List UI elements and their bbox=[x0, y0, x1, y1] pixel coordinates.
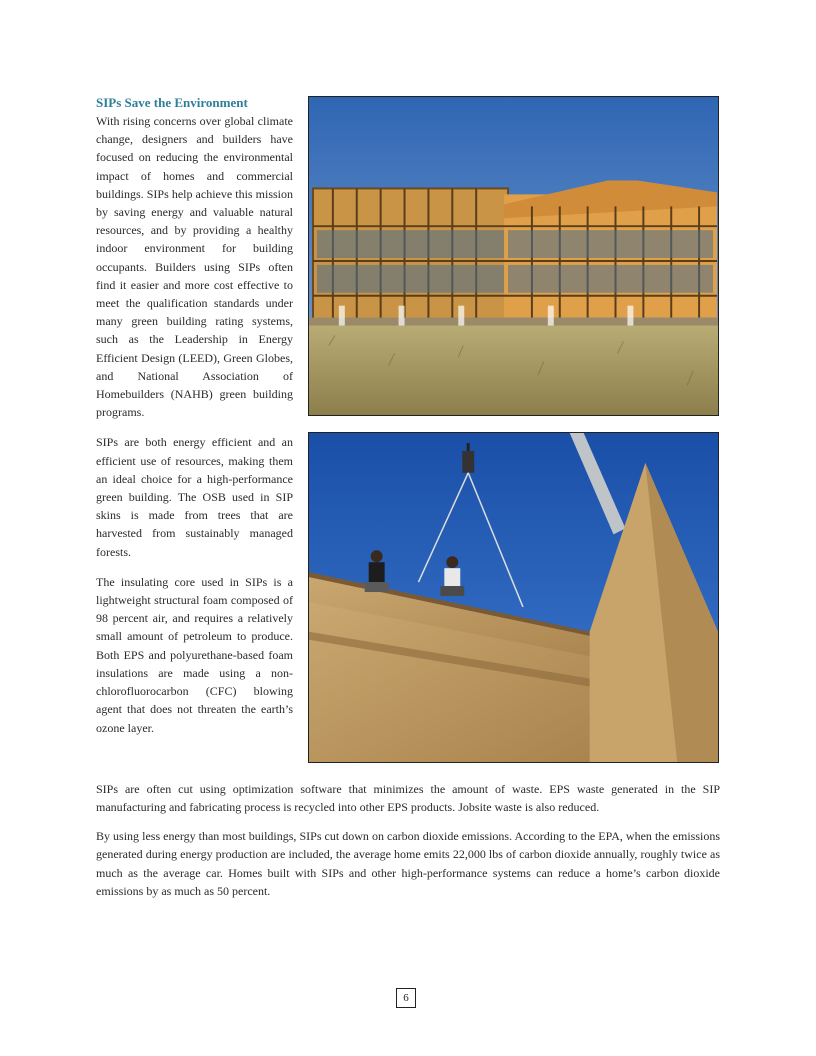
paragraph-energy-efficient: SIPs are both energy efficient and an efficient use of resources, making them an ideal choice for a high-performance green building. The OSB used in SIP skins is made from trees that are harvested from sustainably managed forests. bbox=[96, 435, 293, 559]
section-heading: SIPs Save the Environment bbox=[96, 95, 248, 110]
paragraph-insulating-core: The insulating core used in SIPs is a lightweight structural foam composed of 98 percent air, and requires a relatively small amount of petroleum to produce. Both EPS and polyurethane-based foam insulations are made using a non-chlorofluorocarbon (CFC) blowing agent that does not threaten the earth’s ozone layer. bbox=[96, 574, 293, 735]
paragraph-carbon-dioxide: By using less energy than most buildings, SIPs cut down on carbon dioxide emissions. According to the EPA, when the emissions generated during energy production are included, the average home emits 22,000 lbs of carbon dioxide annually, roughly twice as much as the average car. Homes built with SIPs and other high-performance systems can reduce a home’s carbon dioxide emissions by as much as 50 percent. bbox=[96, 829, 720, 898]
building-photo bbox=[308, 96, 719, 416]
page-number: 6 bbox=[396, 988, 416, 1008]
roofers-photo bbox=[308, 432, 719, 763]
left-text-column bbox=[96, 94, 293, 749]
paragraph-optimization-software: SIPs are often cut using optimization software that minimizes the amount of waste. EPS waste generated in the SIP manufacturing and fabricating process is recycled into other EPS products. Jobsite waste is also reduced. bbox=[96, 782, 720, 815]
paragraph-intro: With rising concerns over global climate change, designers and builders have focused on reducing the environmental impact of homes and commercial buildings. SIPs help achieve this mission by saving energy and valuable natural resources, and by providing a healthy indoor environment for building occupants. Builders using SIPs often find it easier and more cost effective to meet the qualification standards under many green building rating systems, such as the Leadership in Energy Efficient Design (LEED), Green Globes, and National Association of Homebuilders (NAHB) green building programs. bbox=[96, 114, 293, 420]
